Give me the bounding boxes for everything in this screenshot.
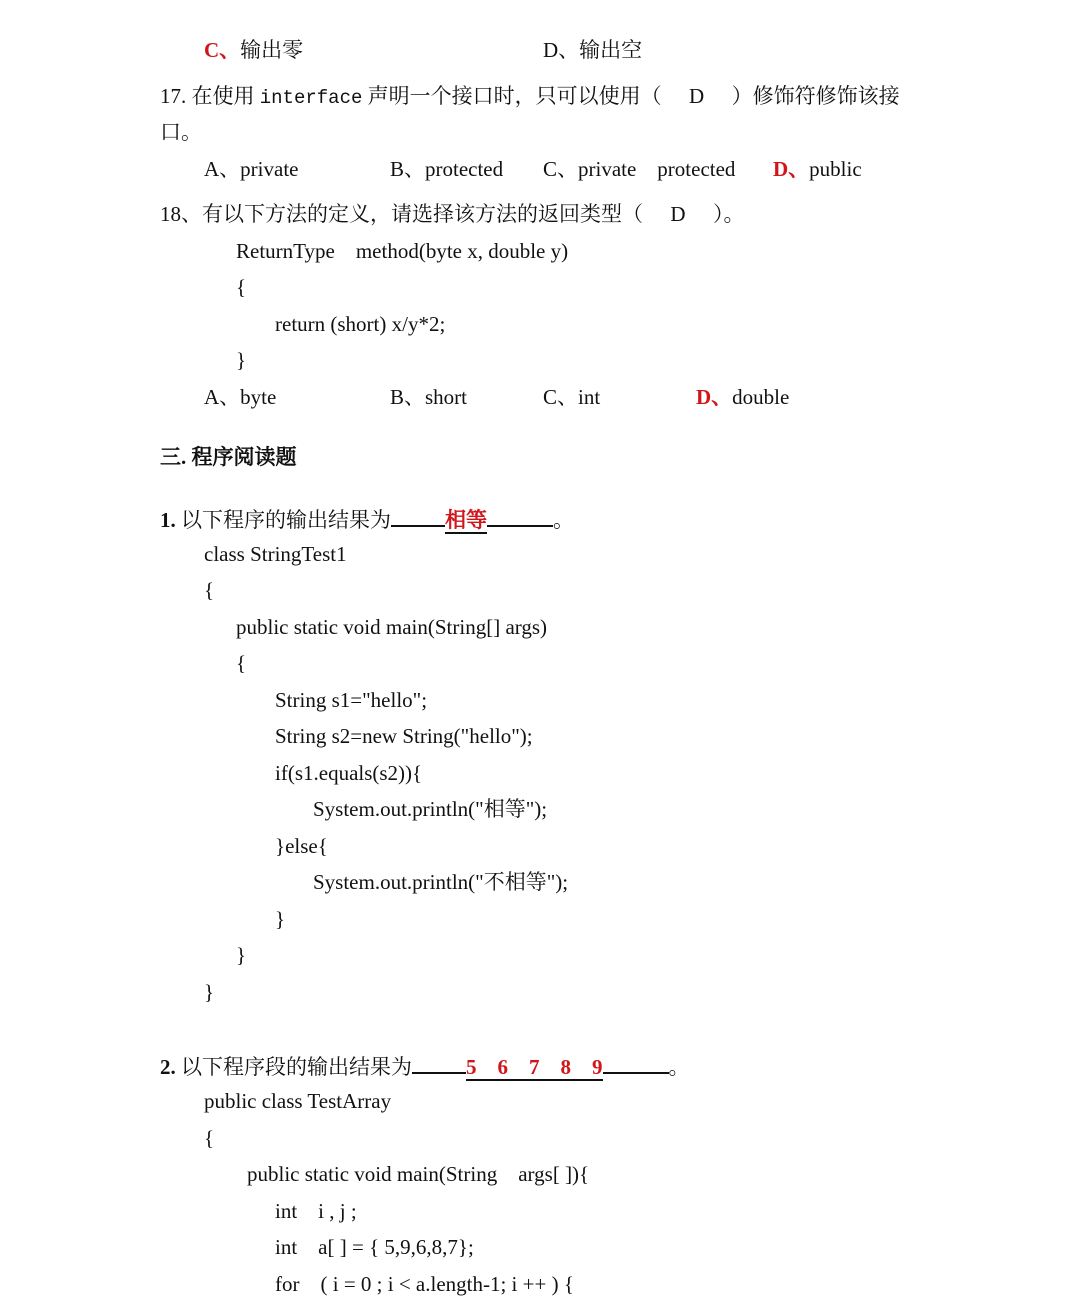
q16-option-c-letter: C、: [204, 38, 241, 62]
q17-option-d: [773, 155, 862, 183]
p1-code-line: {: [204, 578, 215, 602]
q17-answer: D: [689, 84, 705, 108]
q18-code-line: return (short) x/y*2;: [275, 312, 446, 336]
q18-stem-pre: 18、有以下方法的定义，请选择该方法的返回类型（: [160, 202, 643, 226]
p1-code-line: class StringTest1: [204, 542, 347, 566]
p1-code-line: {: [236, 651, 247, 675]
p2-code-line: int a[ ] = { 5,9,6,8,7};: [275, 1235, 474, 1259]
q18-answer: D: [670, 202, 686, 226]
p1-stem-text: 以下程序的输出结果为: [181, 508, 391, 532]
section-heading: 三. 程序阅读题: [160, 445, 297, 469]
q18-stem-end: ）。: [713, 202, 745, 226]
p2-code-line: public static void main(String args[ ]){: [247, 1162, 590, 1186]
q17-stem-post: 声明一个接口时，只可以使用（: [362, 84, 662, 108]
q18-stem: [160, 200, 745, 228]
p2-answer: 5 6 7 8 9: [466, 1055, 603, 1079]
p1-code-line: if(s1.equals(s2)){: [275, 761, 423, 785]
q16-option-c: [204, 36, 303, 64]
q17-stem-end: ）修饰符修饰该接: [731, 84, 900, 108]
q18-code-line: ReturnType method(byte x, double y): [236, 239, 569, 263]
q17-option-d-letter: D、: [773, 157, 810, 181]
p1-code-line: }: [236, 943, 247, 967]
p2-number: 2.: [160, 1055, 176, 1079]
p2-blank-left: [412, 1050, 466, 1074]
p1-stem-end: 。: [553, 508, 574, 532]
p2-stem-end: 。: [668, 1055, 690, 1079]
q16-option-c-text: 输出零: [240, 38, 304, 62]
p1-number: 1.: [160, 508, 176, 532]
q18-option-b: B、short: [390, 385, 468, 409]
p2-code-line: int i , j ;: [275, 1199, 357, 1223]
q18-option-a: A、byte: [204, 385, 277, 409]
p1-answer: 相等: [445, 508, 487, 532]
q18-option-d-text: double: [732, 385, 790, 409]
p2-code-line: public class TestArray: [204, 1089, 392, 1113]
q17-keyword: interface: [259, 87, 363, 109]
p1-code-line: public static void main(String[] args): [236, 615, 548, 639]
p1-code-line: String s2=new String("hello");: [275, 724, 533, 748]
p1-code-line: }else{: [275, 834, 328, 858]
q17-stem-pre: 17. 在使用: [160, 84, 260, 108]
p1-code-line: System.out.println("不相等");: [313, 870, 569, 894]
p1-code-line: String s1="hello";: [275, 688, 428, 712]
p1-code-line: }: [275, 907, 286, 931]
q17-option-d-text: public: [809, 157, 862, 181]
q18-option-d: [696, 383, 789, 411]
q18-option-c: C、int: [543, 385, 601, 409]
p2-stem: [160, 1050, 690, 1081]
q17-option-c: C、private protected: [543, 157, 736, 181]
p1-stem: [160, 503, 574, 534]
p1-code-line: System.out.println("相等");: [313, 797, 548, 821]
q17-stem: [160, 82, 900, 112]
p2-stem-text: 以下程序段的输出结果为: [181, 1055, 412, 1079]
q16-option-d: D、输出空: [543, 38, 643, 62]
p1-code-line: }: [204, 980, 215, 1004]
q17-option-a: A、private: [204, 157, 299, 181]
q18-code-line: }: [236, 348, 247, 372]
p2-code-line: {: [204, 1126, 215, 1150]
q18-option-d-letter: D、: [696, 385, 733, 409]
p1-blank-right: [487, 503, 553, 527]
q17-option-b: B、protected: [390, 157, 504, 181]
q18-code-line: {: [236, 275, 247, 299]
p1-blank-left: [391, 503, 445, 527]
p2-blank-right: [603, 1050, 669, 1074]
q17-stem-continued: 口。: [160, 120, 202, 144]
p2-code-line: for ( i = 0 ; i < a.length-1; i ++ ) {: [275, 1272, 574, 1296]
